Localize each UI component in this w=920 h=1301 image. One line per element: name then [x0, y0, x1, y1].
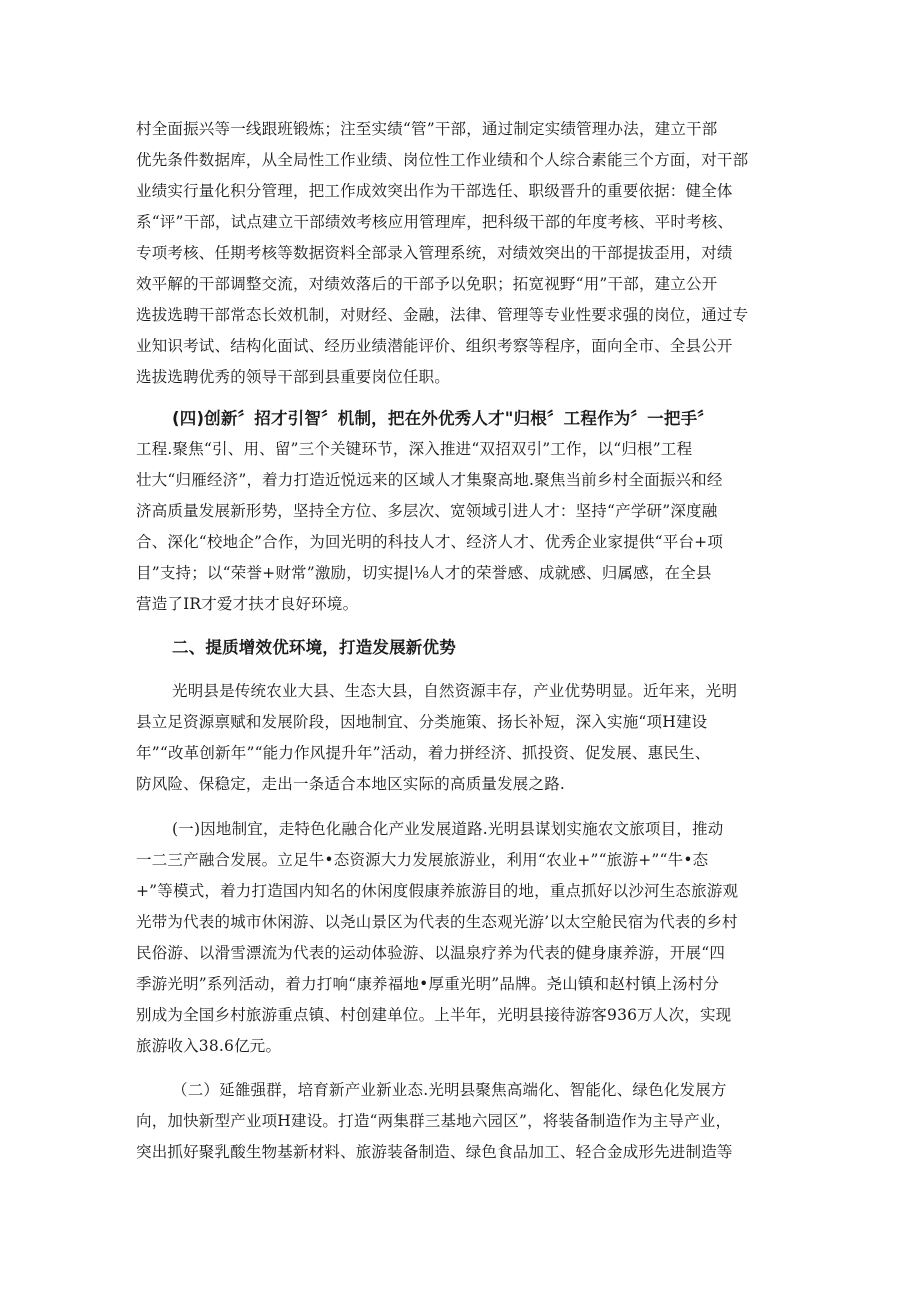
text-line: 优先条件数据库，从全局性工作业绩、岗位性工作业绩和个人综合素能三个方面，对干部 — [136, 151, 749, 169]
paragraph-new-industries — [136, 1075, 790, 1168]
text-line: 别成为全国乡村旅游重点镇、村创建单位。上半年，光明县接待游客936万人次，实现 — [136, 1006, 732, 1024]
paragraph-tourism-industry — [136, 814, 790, 1062]
text-line: （二）延雒强群，培育新产业新业态.光明县聚焦高端化、智能化、绿色化发展方 — [172, 1081, 727, 1099]
text-line: 县立足资源禀赋和发展阶段，因地制宜、分类施策、扬长补短，深入实施“项H建设 — [136, 713, 708, 731]
text-line: 突出抓好聚乳酸生物基新材料、旅游装备制造、绿色食品加工、轻合金成形先进制造等 — [136, 1143, 733, 1161]
section-title: 二、提质增效优环境，打造发展新优势 — [172, 638, 456, 657]
text-line: 光带为代表的城市休闲游、以尧山景区为代表的生态观光游’以太空舱民宿为代表的乡村 — [136, 913, 738, 931]
text-line: 系“评”干部，试点建立干部绩效考核应用管理库，把科级干部的年度考核、平时考核、 — [136, 213, 734, 231]
text-line: 效平解的干部调整交流，对绩效落后的干部予以免职；拓宽视野“用”干部，建立公开 — [136, 275, 718, 293]
text-line: 目”支持；以“荣誉+财常”激励，切实提∣⅛人才的荣誉感、成就感、归属感，在全县 — [136, 564, 712, 582]
text-line: +”等模式，着力打造国内知名的休闲度假康养旅游目的地，重点抓好以沙河生态旅游观 — [136, 882, 739, 900]
section-heading — [136, 632, 790, 663]
text-line: 业知识考试、结构化面试、经历业绩潜能评价、组织考察等程序，面向全市、全县公开 — [136, 337, 733, 355]
text-line: 营造了IR才爱才扶才良好环境。 — [136, 595, 359, 613]
text-line: 专项考核、任期考核等数据资料全部录入管理系统，对绩效突出的干部提拔歪用，对绩 — [136, 244, 733, 262]
text-line: 民俗游、以滑雪漂流为代表的运动体验游、以温泉疗养为代表的健身康养游，开展“四 — [136, 944, 726, 962]
text-line: 季游光明”系列活动，着力打响“康养福地•厚重光明”品牌。尧山镇和赵村镇上汤村分 — [136, 975, 720, 993]
text-line: 防风险、保稳定，走出一条适合本地区实际的高质量发展之路. — [136, 775, 566, 793]
text-line: 工程.聚焦“引、用、留”三个关键环节，深入推进“双招双引”工作，以“归根”工程 — [136, 440, 693, 458]
text-line: 年”“改革创新年”“能力作风提升年”活动，着力拼经济、抓投资、促发展、惠民生、 — [136, 744, 711, 762]
text-line: 壮大“归雁经济”，着力打造近悦远来的区域人才集聚高地.聚焦当前乡村全面振兴和经 — [136, 471, 723, 489]
text-line: 一二三产融合发展。立足牛•态资源大力发展旅游业，利用“农业+”“旅游+”“牛•态 — [136, 851, 709, 869]
text-line: 选拔选聘优秀的领导干部到县重要岗位任职。 — [136, 368, 451, 386]
paragraph-talent-recruitment — [136, 403, 790, 620]
text-line: 村全面振兴等一线跟班锻炼；注至实绩“管”干部，通过制定实绩管理办法，建立干部 — [136, 120, 718, 138]
text-line: 向，加快新型产业项H建设。打造“两集群三基地六园区”，将装备制造作为主导产业， — [136, 1112, 732, 1130]
text-line: 济高质量发展新形势，坚持全方位、多层次、宽领域引进人才：坚持“产学研”深度融 — [136, 502, 718, 520]
text-line: (一)因地制宜，走特色化融合化产业发展道路.光明县谋划实施农文旅项目，推动 — [172, 820, 724, 838]
text-line: 光明县是传统农业大县、生态大县，自然资源丰存，产业优势明显。近年来，光明 — [172, 682, 738, 700]
text-line: 合、深化“校地企”合作，为回光明的科技人才、经济人才、优秀企业家提供“平台+项 — [136, 533, 724, 551]
text-line: 选拔选聘干部常态长效机制，对财经、金融，法律、管理等专业性要求强的岗位，通过专 — [136, 306, 749, 324]
text-line: 业绩实行量化积分管理，把工作成效突出作为干部选任、职级晋升的重要依据：健全体 — [136, 182, 733, 200]
paragraph-county-overview — [136, 676, 790, 800]
subsection-heading: (四)创新〞招才引智〞机制，把在外优秀人才"归根〞工程作为〞一把手〞 — [172, 409, 714, 428]
text-line: 旅游收入38.6亿元。 — [136, 1037, 282, 1055]
paragraph-cadre-management — [136, 114, 790, 393]
